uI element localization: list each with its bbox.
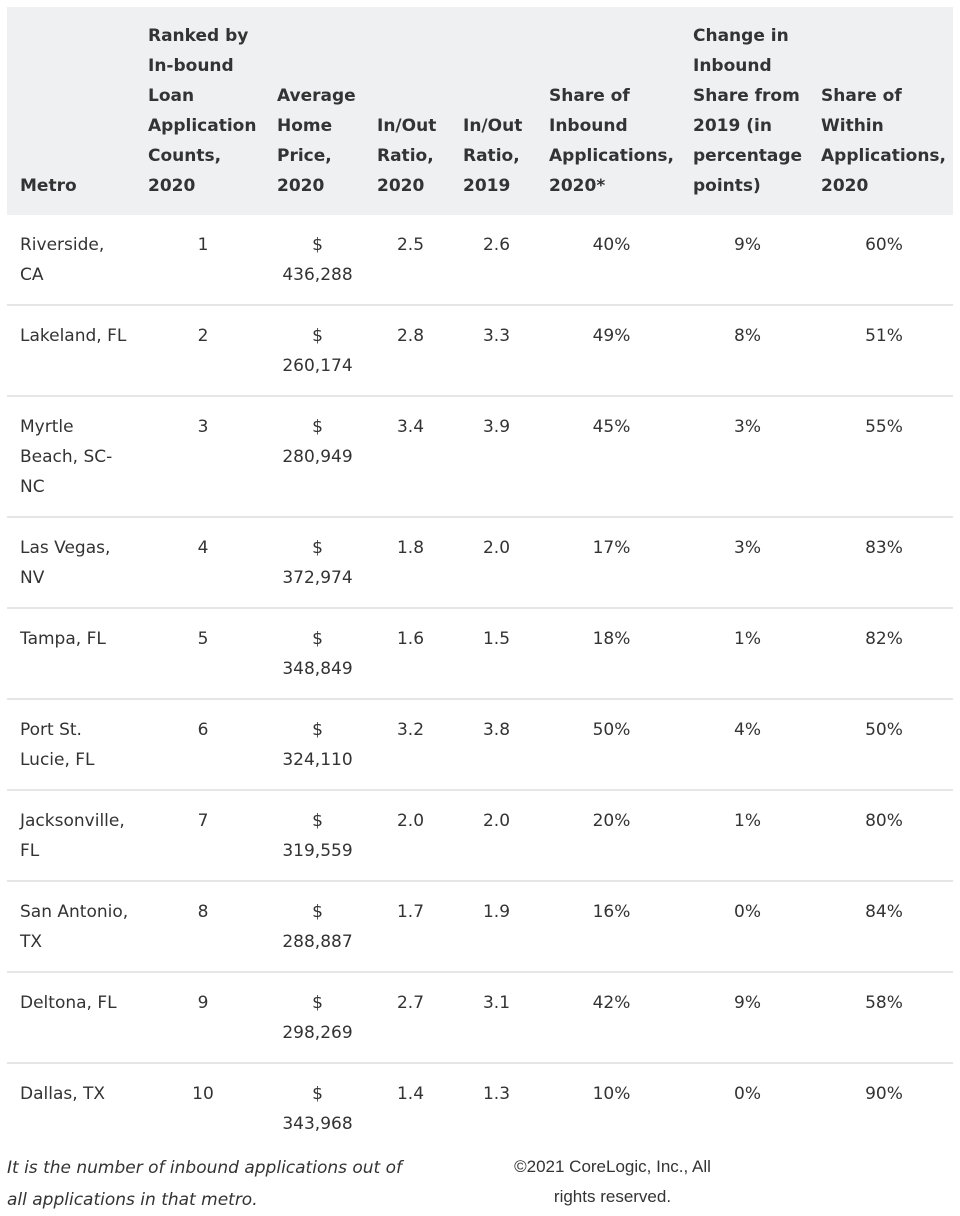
cell-metro: Dallas, TX	[20, 1084, 106, 1104]
cell-change-inbound-share: 1%	[680, 608, 808, 699]
cell-share-within: 84%	[808, 881, 953, 972]
cell-change-inbound-share: 8%	[680, 305, 808, 396]
cell-in-out-ratio-2020: 2.0	[364, 790, 450, 881]
header-metro: Metro	[20, 176, 77, 196]
cell-in-out-ratio-2020: 2.8	[364, 305, 450, 396]
cell-in-out-ratio-2020: 3.2	[364, 699, 450, 790]
cell-average-home-price: $ 260,174	[264, 305, 364, 396]
cell-average-home-price: $ 436,288	[264, 215, 364, 305]
cell-share-within: 58%	[808, 972, 953, 1063]
table-row	[7, 1063, 953, 1153]
table-header-row	[7, 7, 953, 215]
cell-rank: 1	[135, 215, 264, 305]
cell-change-inbound-share: 9%	[680, 215, 808, 305]
cell-in-out-ratio-2020: 1.4	[396, 1084, 425, 1104]
cell-rank: 3	[135, 396, 264, 517]
cell-rank: 4	[135, 517, 264, 608]
cell-share-within: 60%	[808, 215, 953, 305]
cell-share-within: 50%	[808, 699, 953, 790]
cell-average-home-price: $ 298,269	[264, 972, 364, 1063]
cell-average-home-price: $ 319,559	[264, 790, 364, 881]
cell-in-out-ratio-2019: 3.1	[450, 972, 536, 1063]
cell-metro: Las Vegas, NV	[7, 517, 135, 608]
cell-average-home-price: $ 372,974	[264, 517, 364, 608]
table-row	[7, 881, 953, 972]
cell-in-out-ratio-2019: 3.9	[450, 396, 536, 517]
cell-change-inbound-share: 4%	[680, 699, 808, 790]
cell-share-inbound: 40%	[536, 215, 680, 305]
header-change-inbound-share: Change in Inbound Share from 2019 (in percentage points)	[693, 26, 803, 196]
cell-rank: 2	[135, 305, 264, 396]
cell-rank: 8	[135, 881, 264, 972]
cell-change-inbound-share: 1%	[680, 790, 808, 881]
table-row	[7, 517, 953, 608]
header-share-within: Share of Within Applications, 2020	[821, 86, 947, 196]
table-body	[7, 215, 953, 1153]
cell-average-home-price: $ 348,849	[264, 608, 364, 699]
cell-share-inbound: 50%	[536, 699, 680, 790]
cell-average-home-price: $ 343,968	[282, 1084, 353, 1134]
cell-metro: Deltona, FL	[7, 972, 135, 1063]
cell-share-inbound: 20%	[536, 790, 680, 881]
cell-in-out-ratio-2019: 1.9	[450, 881, 536, 972]
cell-change-inbound-share: 3%	[680, 396, 808, 517]
cell-share-within: 90%	[865, 1084, 903, 1104]
cell-in-out-ratio-2019: 2.0	[450, 517, 536, 608]
table-row	[7, 396, 953, 517]
header-in-out-ratio-2020: In/Out Ratio, 2020	[377, 116, 437, 196]
cell-share-inbound: 16%	[536, 881, 680, 972]
header-in-out-ratio-2019: In/Out Ratio, 2019	[463, 116, 523, 196]
cell-share-inbound: 18%	[536, 608, 680, 699]
cell-share-within: 51%	[808, 305, 953, 396]
cell-metro: Jacksonville, FL	[7, 790, 135, 881]
cell-in-out-ratio-2019: 1.5	[450, 608, 536, 699]
cell-in-out-ratio-2020: 2.7	[364, 972, 450, 1063]
table-row	[7, 699, 953, 790]
metro-data-table	[7, 7, 953, 1153]
cell-share-inbound: 17%	[536, 517, 680, 608]
cell-metro: Lakeland, FL	[7, 305, 135, 396]
cell-in-out-ratio-2020: 1.6	[364, 608, 450, 699]
cell-metro: San Antonio, TX	[7, 881, 135, 972]
cell-share-inbound: 45%	[536, 396, 680, 517]
copyright-notice: ©2021 CoreLogic, Inc., All rights reserved.	[514, 1157, 711, 1206]
cell-in-out-ratio-2020: 1.7	[364, 881, 450, 972]
cell-share-within: 82%	[808, 608, 953, 699]
cell-in-out-ratio-2019: 1.3	[482, 1084, 511, 1104]
cell-metro: Tampa, FL	[7, 608, 135, 699]
table-row	[7, 790, 953, 881]
footnote: It is the number of inbound applications out of all applications in that metro.	[7, 1158, 403, 1210]
cell-share-within: 83%	[808, 517, 953, 608]
cell-in-out-ratio-2020: 1.8	[364, 517, 450, 608]
cell-in-out-ratio-2020: 2.5	[364, 215, 450, 305]
cell-change-inbound-share: 3%	[680, 517, 808, 608]
header-average-home-price: Average Home Price, 2020	[277, 86, 356, 196]
cell-average-home-price: $ 288,887	[264, 881, 364, 972]
cell-metro: Myrtle Beach, SC-NC	[7, 396, 135, 517]
cell-metro: Port St. Lucie, FL	[7, 699, 135, 790]
cell-in-out-ratio-2019: 3.8	[450, 699, 536, 790]
cell-average-home-price: $ 280,949	[264, 396, 364, 517]
cell-share-inbound: 42%	[536, 972, 680, 1063]
cell-share-within: 55%	[808, 396, 953, 517]
cell-in-out-ratio-2020: 3.4	[364, 396, 450, 517]
cell-rank: 9	[135, 972, 264, 1063]
cell-average-home-price: $ 324,110	[264, 699, 364, 790]
cell-change-inbound-share: 9%	[680, 972, 808, 1063]
cell-share-inbound: 10%	[592, 1084, 631, 1104]
cell-in-out-ratio-2019: 3.3	[450, 305, 536, 396]
metro-table-container	[7, 7, 953, 1153]
cell-rank: 6	[135, 699, 264, 790]
cell-change-inbound-share: 0%	[734, 1084, 761, 1104]
cell-rank: 5	[135, 608, 264, 699]
cell-share-inbound: 49%	[536, 305, 680, 396]
header-rank: Ranked by In-bound Loan Application Counts, 2020	[148, 26, 257, 196]
cell-rank: 10	[192, 1084, 214, 1104]
table-row	[7, 972, 953, 1063]
cell-change-inbound-share: 0%	[680, 881, 808, 972]
cell-rank: 7	[135, 790, 264, 881]
table-row	[7, 608, 953, 699]
table-row	[7, 215, 953, 305]
cell-metro: Riverside, CA	[7, 215, 135, 305]
table-row	[7, 305, 953, 396]
cell-share-within: 80%	[808, 790, 953, 881]
cell-in-out-ratio-2019: 2.6	[450, 215, 536, 305]
cell-in-out-ratio-2019: 2.0	[450, 790, 536, 881]
header-share-inbound: Share of Inbound Applications, 2020*	[549, 86, 675, 196]
